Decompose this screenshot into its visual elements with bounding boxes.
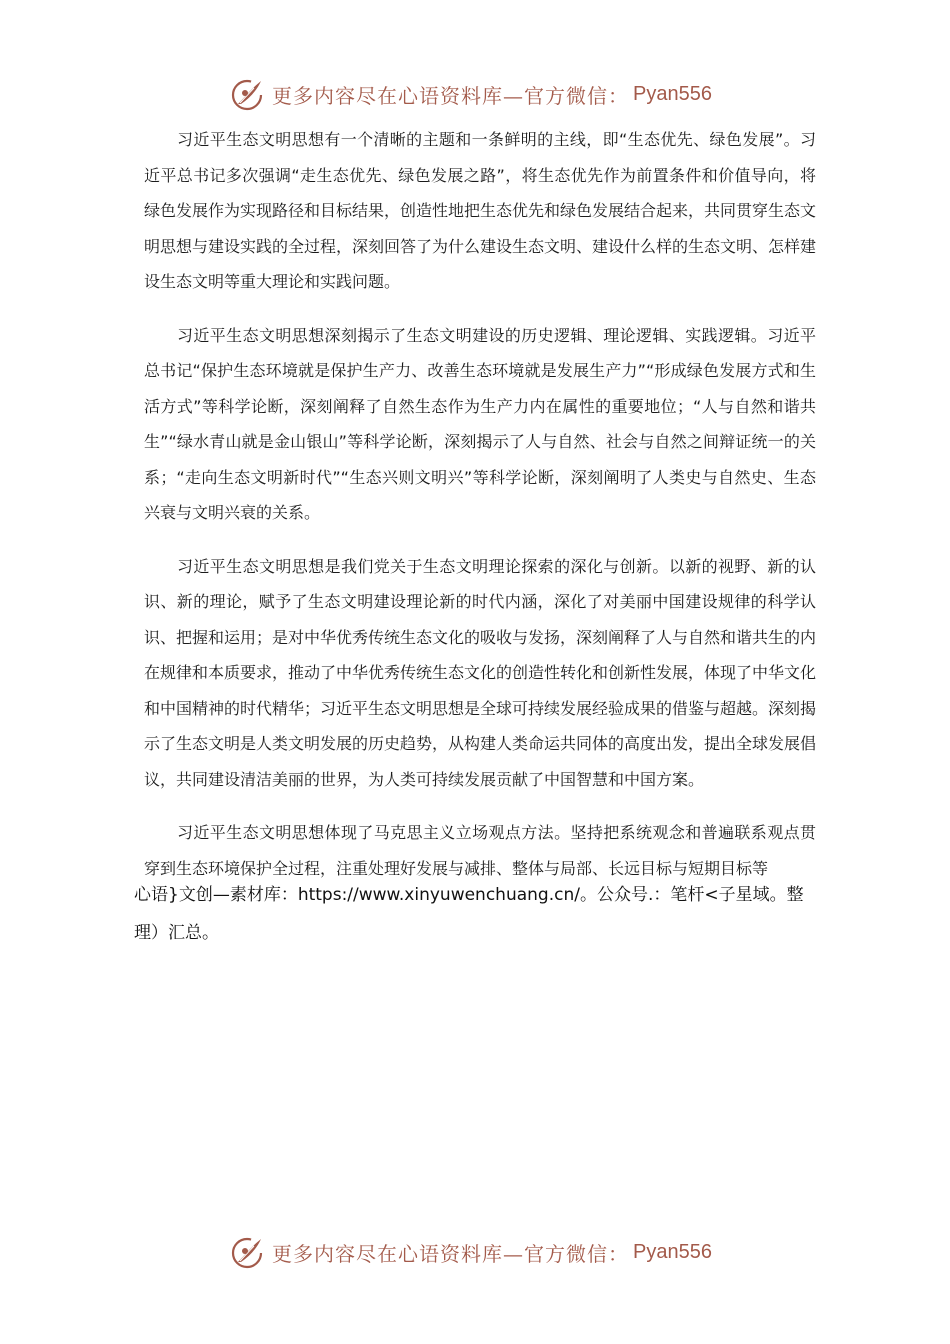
- paragraph-1: 习近平生态文明思想有一个清晰的主题和一条鲜明的主线，即“生态优先、绿色发展”。习近平总书记多次强调“走生态优先、绿色发展之路”，将生态优先作为前置条件和价值导向，将绿色发展作为实现路径和目标结果，创造性地把生态优先和绿色发展结合起来，共同贯穿生态文明思想与建设实践的全过程，深刻回答了为什么建设生态文明、建设什么样的生态文明、怎样建设生态文明等重大理论和实践问题。: [144, 130, 817, 291]
- banner-text: 更多内容尽在心语资料库—官方微信：: [272, 1241, 629, 1266]
- feather-pen-logo-icon: [230, 76, 266, 112]
- document-body: [144, 122, 816, 904]
- header-banner: [230, 74, 750, 114]
- wechat-id: Pyan556: [633, 82, 712, 105]
- feather-pen-logo-icon: [230, 1234, 266, 1270]
- paragraph-4: 习近平生态文明思想体现了马克思主义立场观点方法。坚持把系统观念和普遍联系观点贯穿到生态环境保护全过程，注重处理好发展与减排、整体与局部、长远目标与短期目标等: [144, 823, 816, 878]
- paragraph-3: 习近平生态文明思想是我们党关于生态文明理论探索的深化与创新。以新的视野、新的认识、新的理论，赋予了生态文明建设理论新的时代内涵，深化了对美丽中国建设规律的科学认识、把握和运用；是对中华优秀传统生态文化的吸收与发扬，深刻阐释了人与自然和谐共生的内在规律和本质要求，推动了中华优秀传统生态文化的创造性转化和创新性发展，体现了中华文化和中国精神的时代精华；习近平生态文明思想是全球可持续发展经验成果的借鉴与超越。深刻揭示了生态文明是人类文明发展的历史趋势，从构建人类命运共同体的高度出发，提出全球发展倡议，共同建设清洁美丽的世界，为人类可持续发展贡献了中国智慧和中国方案。: [144, 556, 817, 789]
- banner-text: 更多内容尽在心语资料库—官方微信：: [272, 83, 629, 108]
- source-note: 心语}文创—素材库：https://www.xinyuwenchuang.cn/。公众号.：笔杆<子星域。整理）汇总。: [134, 885, 804, 943]
- paragraph-2: 习近平生态文明思想深刻揭示了生态文明建设的历史逻辑、理论逻辑、实践逻辑。习近平总书记“保护生态环境就是保护生产力、改善生态环境就是发展生产力”“形成绿色发展方式和生活方式”等科学论断，深刻阐释了自然生态作为生产力内在属性的重要地位；“人与自然和谐共生”“绿水青山就是金山银山”等科学论断，深刻揭示了人与自然、社会与自然之间辩证统一的关系；“走向生态文明新时代”“生态兴则文明兴”等科学论断，深刻阐明了人类史与自然史、生态兴衰与文明兴衰的关系。: [144, 325, 816, 522]
- footer-banner: [230, 1232, 750, 1272]
- wechat-id: Pyan556: [633, 1240, 712, 1263]
